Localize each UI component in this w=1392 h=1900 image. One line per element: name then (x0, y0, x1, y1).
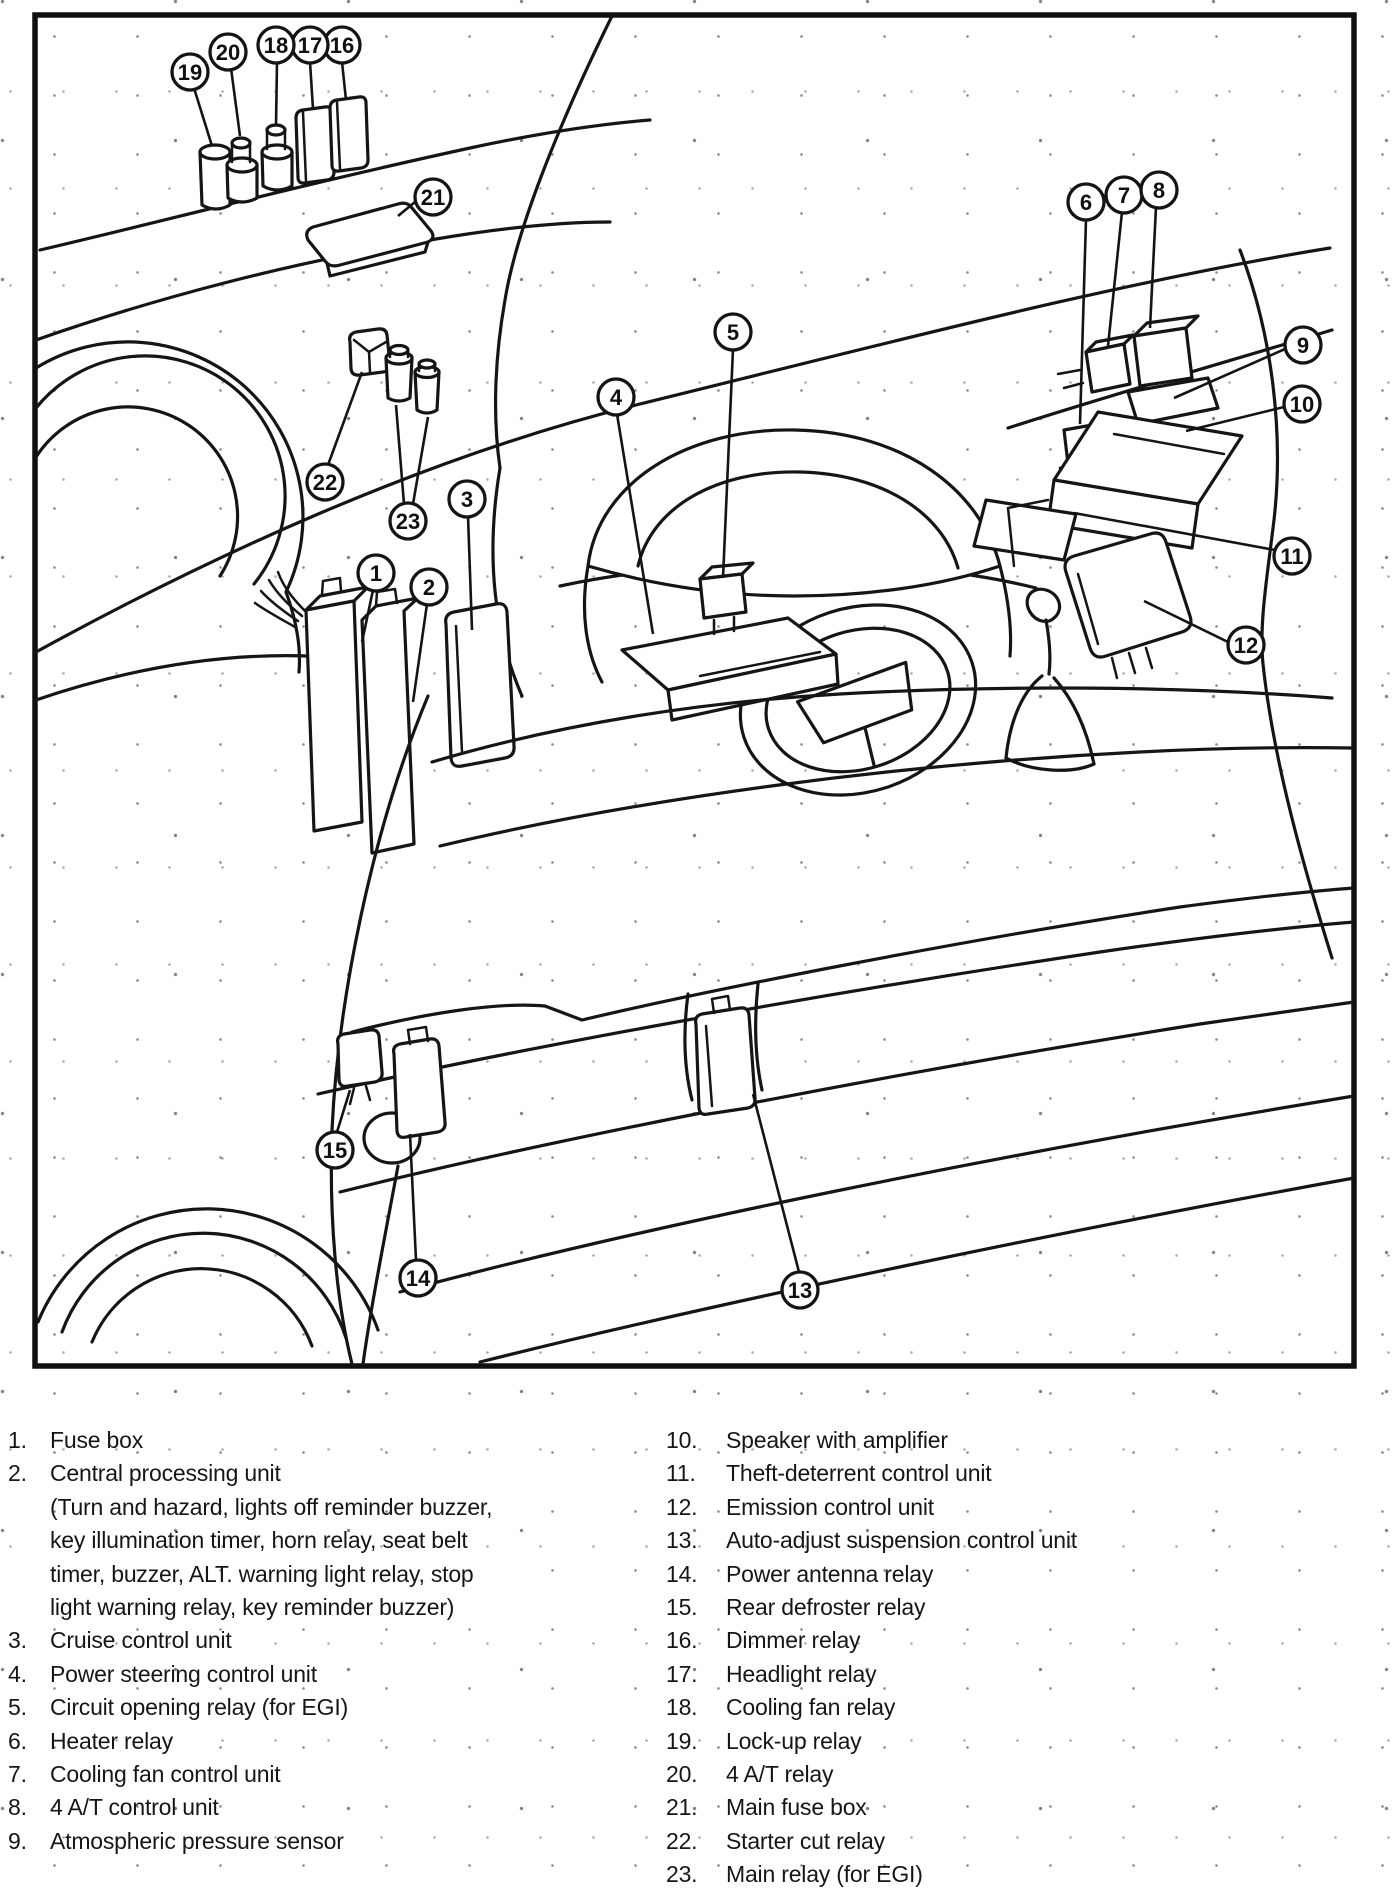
legend-item-text: Cooling fan control unit (50, 1761, 281, 1788)
legend-item-number: 6. (8, 1727, 27, 1754)
callout-2 (411, 569, 447, 702)
callout-number: 12 (1233, 633, 1259, 658)
callout-number: 5 (726, 320, 740, 345)
legend-item-number: 12. (666, 1493, 698, 1520)
legend-item-number: 3. (8, 1627, 27, 1654)
legend-item-text: Rear defroster relay (726, 1594, 926, 1621)
suspension-control-unit-art (696, 996, 756, 1114)
legend-item-text: Main fuse box (726, 1794, 867, 1821)
legend-item (666, 1791, 1386, 1824)
callout-leader-line (310, 62, 313, 109)
callout-leader-line (337, 1090, 350, 1132)
legend-item-number: 23. (666, 1861, 698, 1888)
legend-item-text: Starter cut relay (726, 1827, 885, 1854)
legend-item-text: Main relay (for EGI) (726, 1861, 923, 1888)
legend-item-continuation (8, 1491, 658, 1524)
legend-item-number: 17. (666, 1660, 698, 1687)
legend-item-text: Power steering control unit (50, 1660, 317, 1687)
legend-item-continuation (8, 1591, 658, 1624)
legend-item-text: Atmospheric pressure sensor (50, 1827, 344, 1854)
legend-item-text: Dimmer relay (726, 1627, 861, 1654)
callout-number: 11 (1280, 544, 1304, 569)
legend-column-right (666, 1424, 1386, 1892)
legend-item-number: 13. (666, 1527, 698, 1554)
legend-item (8, 1725, 658, 1758)
legend-item-number: 19. (666, 1727, 698, 1754)
legend-item-text: key illumination timer, horn relay, seat belt (50, 1527, 468, 1554)
legend-item-number: 5. (8, 1694, 27, 1721)
legend-item-text: Lock-up relay (726, 1727, 862, 1754)
callout-20 (210, 34, 246, 136)
callout-leader-line (1080, 219, 1086, 424)
legend-item-number: 21. (666, 1794, 698, 1821)
callout-number: 22 (312, 470, 338, 495)
callout-number: 3 (460, 487, 474, 512)
legend-item-number: 1. (8, 1427, 27, 1453)
legend-item-number (8, 1591, 50, 1624)
legend-item (666, 1424, 1386, 1457)
callout-leader-line (342, 62, 346, 100)
legend-item-number: 14. (666, 1560, 698, 1587)
callout-number: 1 (369, 561, 383, 586)
callout-number: 14 (405, 1266, 431, 1291)
callout-number: 16 (329, 33, 355, 58)
legend-item (8, 1457, 658, 1490)
legend-item-number: 2. (8, 1460, 27, 1487)
callout-17 (292, 27, 328, 109)
legend-item (666, 1725, 1386, 1758)
callout-leader-line (413, 417, 428, 504)
legend-item-text: Cooling fan relay (726, 1694, 896, 1721)
callout-number: 20 (215, 40, 241, 65)
callout-leader-line (328, 372, 362, 465)
legend-item-number: 11. (666, 1460, 696, 1487)
legend-item (8, 1624, 658, 1657)
callout-16 (324, 27, 360, 100)
callout-number: 15 (322, 1138, 348, 1163)
rear-relays-art (338, 1027, 446, 1163)
legend-item (666, 1524, 1386, 1557)
legend-item (8, 1758, 658, 1791)
starter-cut-and-main-relay-art (350, 329, 439, 413)
legend-item (666, 1658, 1386, 1691)
callout-19 (172, 54, 212, 146)
legend-item-number (8, 1524, 50, 1557)
callout-number: 13 (787, 1278, 813, 1303)
legend-item-text: Headlight relay (726, 1660, 877, 1687)
callout-number: 2 (422, 575, 436, 600)
legend-item (666, 1624, 1386, 1657)
legend-item-text: Speaker with amplifier (726, 1427, 948, 1453)
callout-leader-line (231, 68, 240, 136)
legend-item (666, 1825, 1386, 1858)
legend-item (666, 1858, 1386, 1891)
callout-21 (398, 179, 451, 216)
callout-18 (258, 27, 294, 126)
callout-8 (1141, 172, 1177, 328)
callout-leader-line (413, 604, 427, 702)
legend-item (666, 1691, 1386, 1724)
legend-item (8, 1658, 658, 1691)
legend-item-number: 10. (666, 1427, 698, 1453)
callout-number: 4 (609, 385, 623, 410)
legend-item-text: (Turn and hazard, lights off reminder buzzer, (50, 1493, 493, 1520)
callout-number: 21 (420, 185, 446, 210)
legend-item-text: Cruise control unit (50, 1627, 232, 1654)
legend-item-continuation (8, 1558, 658, 1591)
legend-item (666, 1591, 1386, 1624)
legend-item-number: 15. (666, 1594, 698, 1621)
legend-item-number: 8. (8, 1794, 27, 1821)
callout-leader-line (276, 62, 277, 126)
legend-item (8, 1791, 658, 1824)
legend-item-text: Central processing unit (50, 1460, 281, 1487)
callout-leader-line (753, 1094, 799, 1272)
legend-item (8, 1424, 658, 1457)
legend-column-left (8, 1424, 658, 1858)
legend-item-number: 22. (666, 1827, 698, 1854)
legend-item (666, 1758, 1386, 1791)
legend-item-text: 4 A/T relay (726, 1761, 834, 1788)
legend-item-text: Auto-adjust suspension control unit (726, 1527, 1077, 1554)
callout-number: 10 (1289, 392, 1315, 417)
callout-number: 7 (1117, 183, 1131, 208)
legend-item (666, 1558, 1386, 1591)
legend-item-number: 7. (8, 1761, 27, 1788)
callout-number: 6 (1079, 190, 1093, 215)
legend-item-number: 20. (666, 1761, 698, 1788)
legend-item-text: Heater relay (50, 1727, 173, 1754)
right-dash-components-art (974, 316, 1242, 560)
callout-7 (1106, 177, 1142, 346)
callout-number: 19 (177, 60, 203, 85)
main-fuse-box-art (307, 203, 433, 276)
legend-item-text: Fuse box (50, 1427, 144, 1453)
legend-item-text: Theft-deterrent control unit (726, 1460, 992, 1487)
legend-item (8, 1691, 658, 1724)
legend-item (666, 1457, 1386, 1490)
legend-item-number (8, 1491, 50, 1524)
legend-item-number: 4. (8, 1660, 27, 1687)
legend-item-text: light warning relay, key reminder buzzer) (50, 1594, 455, 1621)
callout-leader-line (1150, 207, 1156, 328)
callout-number: 18 (263, 33, 289, 58)
legend-item (8, 1825, 658, 1858)
legend-item-text: 4 A/T control unit (50, 1794, 219, 1821)
legend-item-text: Emission control unit (726, 1493, 934, 1520)
callout-22 (307, 372, 362, 500)
callout-number: 9 (1296, 333, 1310, 358)
callout-number: 17 (297, 33, 323, 58)
legend-item-number: 16. (666, 1627, 698, 1654)
legend-item-number (8, 1558, 50, 1591)
legend-item-text: Circuit opening relay (for EGI) (50, 1694, 349, 1721)
callout-number: 23 (395, 509, 421, 534)
callout-leader-line (194, 88, 212, 146)
callout-leader-line (396, 405, 404, 504)
legend-item-continuation (8, 1524, 658, 1557)
legend-item-text: Power antenna relay (726, 1560, 934, 1587)
legend-item (666, 1491, 1386, 1524)
legend-item-number: 9. (8, 1827, 27, 1854)
legend-item-text: timer, buzzer, ALT. warning light relay, stop (50, 1560, 474, 1587)
callout-leader-line (1108, 212, 1122, 346)
legend-item-number: 18. (666, 1694, 698, 1721)
callout-number: 8 (1152, 178, 1166, 203)
